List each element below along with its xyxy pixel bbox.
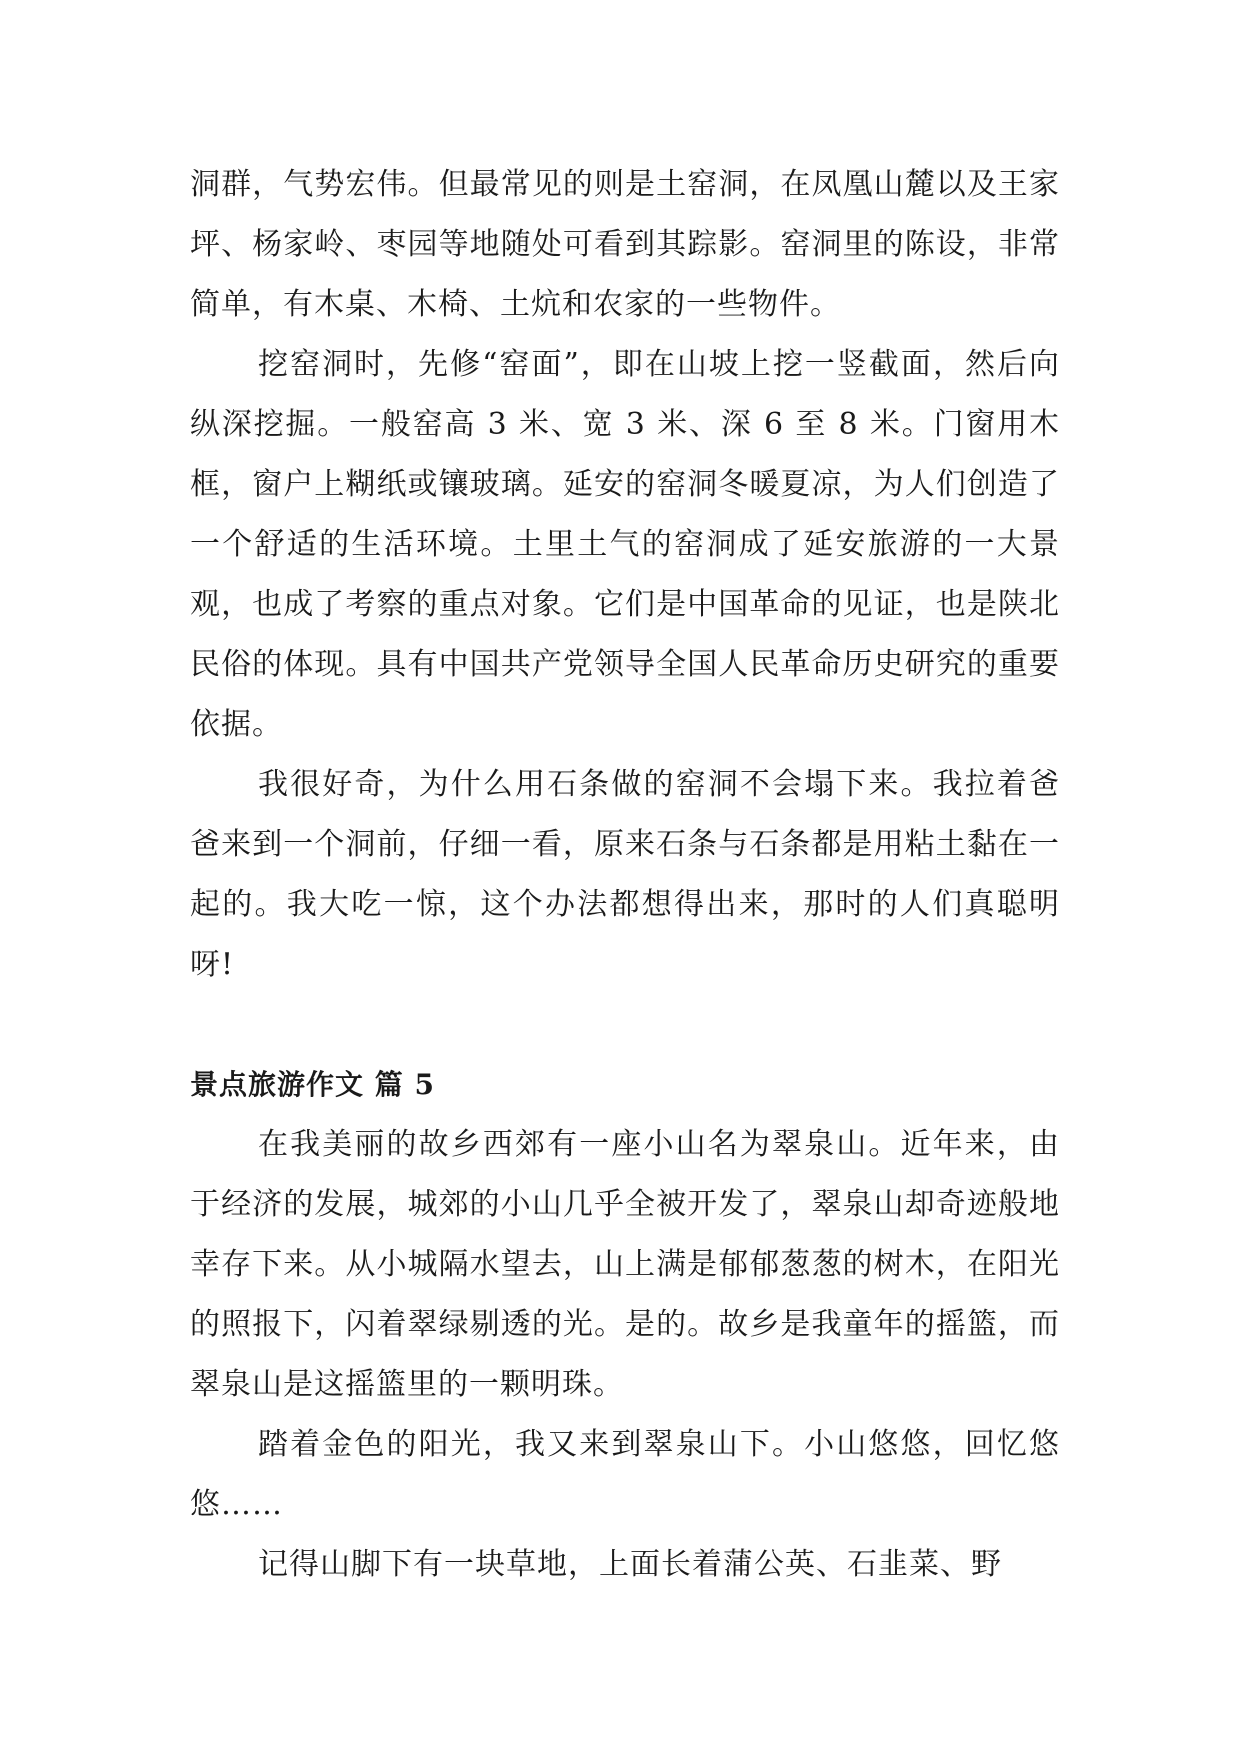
section-heading: 景点旅游作文 篇 5 xyxy=(190,1068,435,1101)
paragraph-golden-sunlight: 踏着金色的阳光，我又来到翠泉山下。小山悠悠，回忆悠悠…… xyxy=(190,1427,1060,1522)
paragraph-stone-cave: 我很好奇，为什么用石条做的窑洞不会塌下来。我拉着爸爸来到一个洞前，仔细一看，原来石条与石条都是用粘土黏在一起的。我大吃一惊，这个办法都想得出来，那时的人们真聪明呀! xyxy=(190,767,1060,982)
document-page xyxy=(190,155,1060,1595)
paragraph-digging-cave: 挖窑洞时，先修“窑面”，即在山坡上挖一竖截面，然后向纵深挖掘。一般窑高 3 米、宽 3 米、深 6 至 8 米。门窗用木框，窗户上糊纸或镶玻璃。延安的窑洞冬暖夏凉，为人们创造了一个舒适的生活环境。土里土气的窑洞成了延安旅游的一大景观，也成了考察的重点对象。它们是中国革命的见证，也是陕北民俗的体现。具有中国共产党领导全国人民革命历史研究的重要依据。 xyxy=(190,347,1060,742)
paragraph-cuiquan-mountain: 在我美丽的故乡西郊有一座小山名为翠泉山。近年来，由于经济的发展，城郊的小山几乎全被开发了，翠泉山却奇迹般地幸存下来。从小城隔水望去，山上满是郁郁葱葱的树木，在阳光的照报下，闪着翠绿剔透的光。是的。故乡是我童年的摇篮，而翠泉山是这摇篮里的一颗明珠。 xyxy=(190,1127,1060,1402)
paragraph-continuation: 洞群，气势宏伟。但最常见的则是土窑洞，在凤凰山麓以及王家坪、杨家岭、枣园等地随处可看到其踪影。窑洞里的陈设，非常简单，有木桌、木椅、土炕和农家的一些物件。 xyxy=(190,167,1060,322)
paragraph-meadow: 记得山脚下有一块草地，上面长着蒲公英、石韭菜、野 xyxy=(258,1547,1002,1582)
section-gap xyxy=(190,995,1060,1055)
